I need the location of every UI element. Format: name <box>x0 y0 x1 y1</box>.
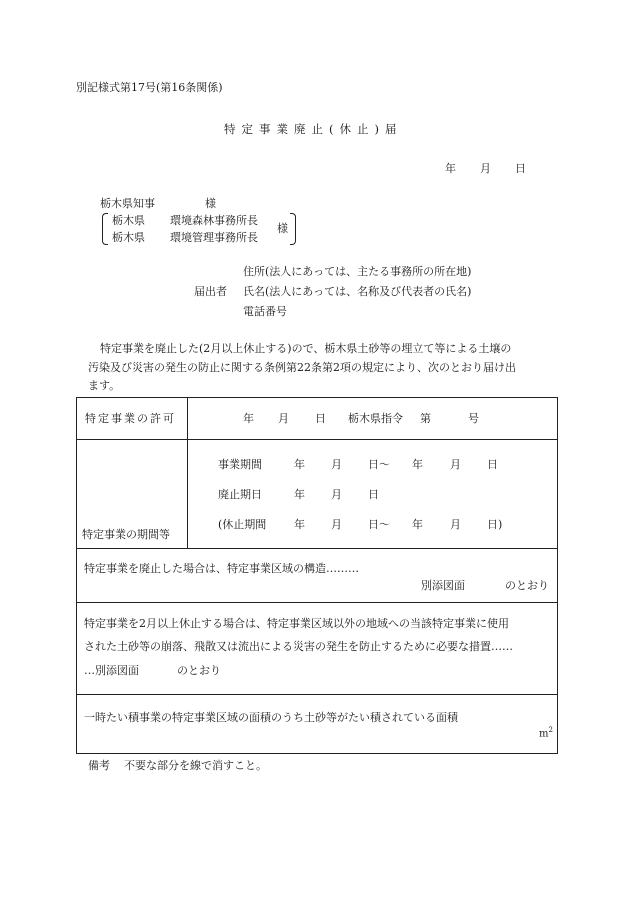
addressee-sama2: 様 <box>277 222 288 235</box>
suspend-line-1: 特定事業を2月以上休止する場合は、特定事業区域以外の地域への当該特定事業に使用 <box>84 617 509 630</box>
bracket-left <box>102 213 108 245</box>
business-period-label: 事業期間 <box>218 458 262 471</box>
row-period <box>77 440 558 549</box>
rp-d2: 日) <box>487 518 503 531</box>
period-value[interactable] <box>188 440 557 548</box>
bp-d2: 日 <box>487 458 498 471</box>
ad-d: 日 <box>368 488 379 501</box>
form-table <box>76 397 558 754</box>
note-text: 不要な部分を線で消すこと。 <box>124 759 267 772</box>
note-label: 備考 <box>88 759 110 772</box>
suspend-field[interactable] <box>77 603 557 694</box>
office1-pref: 栃木県 <box>112 214 145 227</box>
bracket-right <box>290 213 296 245</box>
date-year: 年 <box>445 162 456 175</box>
row-suspend <box>77 603 558 695</box>
applicant-name: 氏名(法人にあっては、名称及び代表者の氏名) <box>243 285 472 298</box>
form-number: 別記様式第17号(第16条関係) <box>76 81 223 94</box>
office1-name: 環境森林事務所長 <box>170 214 258 227</box>
permit-dai: 第 <box>420 412 431 425</box>
ad-m: 月 <box>331 488 342 501</box>
area-text: 一時たい積事業の特定事業区域の面積のうち土砂等がたい積されている面積 <box>84 711 458 724</box>
rp-d1: 日〜 <box>368 518 390 531</box>
abolish-attach: 別添図面 <box>421 579 465 592</box>
body-line-2: 汚染及び災害の発生の防止に関する条例第22条第2項の規定により、次のとおり届け出 <box>88 361 516 374</box>
permit-value[interactable] <box>188 398 557 439</box>
date-day: 日 <box>515 162 526 175</box>
permit-month: 月 <box>278 412 289 425</box>
bp-m1: 月 <box>331 458 342 471</box>
applicant-address: 住所(法人にあっては、主たる事務所の所在地) <box>243 265 472 278</box>
bp-y2: 年 <box>412 458 423 471</box>
rp-y1: 年 <box>294 518 305 531</box>
body-line-1: 特定事業を廃止した(2月以上休止する)ので、栃木県土砂等の埋立て等による土壌の <box>100 342 512 355</box>
permit-year: 年 <box>243 412 254 425</box>
bp-d1: 日〜 <box>368 458 390 471</box>
area-field[interactable] <box>77 695 557 753</box>
row-abolish <box>77 549 558 603</box>
period-label: 特定事業の期間等 <box>82 528 170 541</box>
addressee-governor: 栃木県知事 <box>100 197 155 210</box>
rp-m1: 月 <box>331 518 342 531</box>
rest-period-label: (休止期間 <box>218 518 267 531</box>
bp-m2: 月 <box>450 458 461 471</box>
suspend-line-3b: のとおり <box>177 664 221 677</box>
area-unit-sup: 2 <box>548 726 553 734</box>
office2-pref: 栃木県 <box>112 231 145 244</box>
permit-command: 栃木県指令 <box>348 412 403 425</box>
permit-go: 号 <box>468 412 479 425</box>
addressee-sama: 様 <box>205 197 216 210</box>
abolish-field[interactable] <box>77 549 557 602</box>
applicant-label: 届出者 <box>194 285 227 298</box>
permit-day: 日 <box>315 412 326 425</box>
body-line-3: ます。 <box>88 379 121 392</box>
page-title: 特定事業廃止(休止)届 <box>224 122 403 136</box>
row-area <box>77 695 558 754</box>
rp-m2: 月 <box>450 518 461 531</box>
date-month: 月 <box>480 162 491 175</box>
suspend-line-2: された土砂等の崩落、飛散又は流出による災害の発生を防止するために必要な措置…… <box>84 640 513 653</box>
abolish-text: 特定事業を廃止した場合は、特定事業区域の構造……… <box>84 562 359 575</box>
ad-y: 年 <box>294 488 305 501</box>
rp-y2: 年 <box>412 518 423 531</box>
permit-label: 特定事業の許可 <box>85 412 176 425</box>
area-unit <box>539 727 553 739</box>
row-permit <box>77 398 558 440</box>
abolish-tooi: のとおり <box>505 579 549 592</box>
suspend-line-3a: …別添図面 <box>84 664 139 677</box>
abolish-date-label: 廃止期日 <box>218 488 262 501</box>
applicant-phone: 電話番号 <box>243 305 287 318</box>
area-unit-m: m <box>539 728 549 740</box>
bp-y1: 年 <box>294 458 305 471</box>
office2-name: 環境管理事務所長 <box>170 231 258 244</box>
